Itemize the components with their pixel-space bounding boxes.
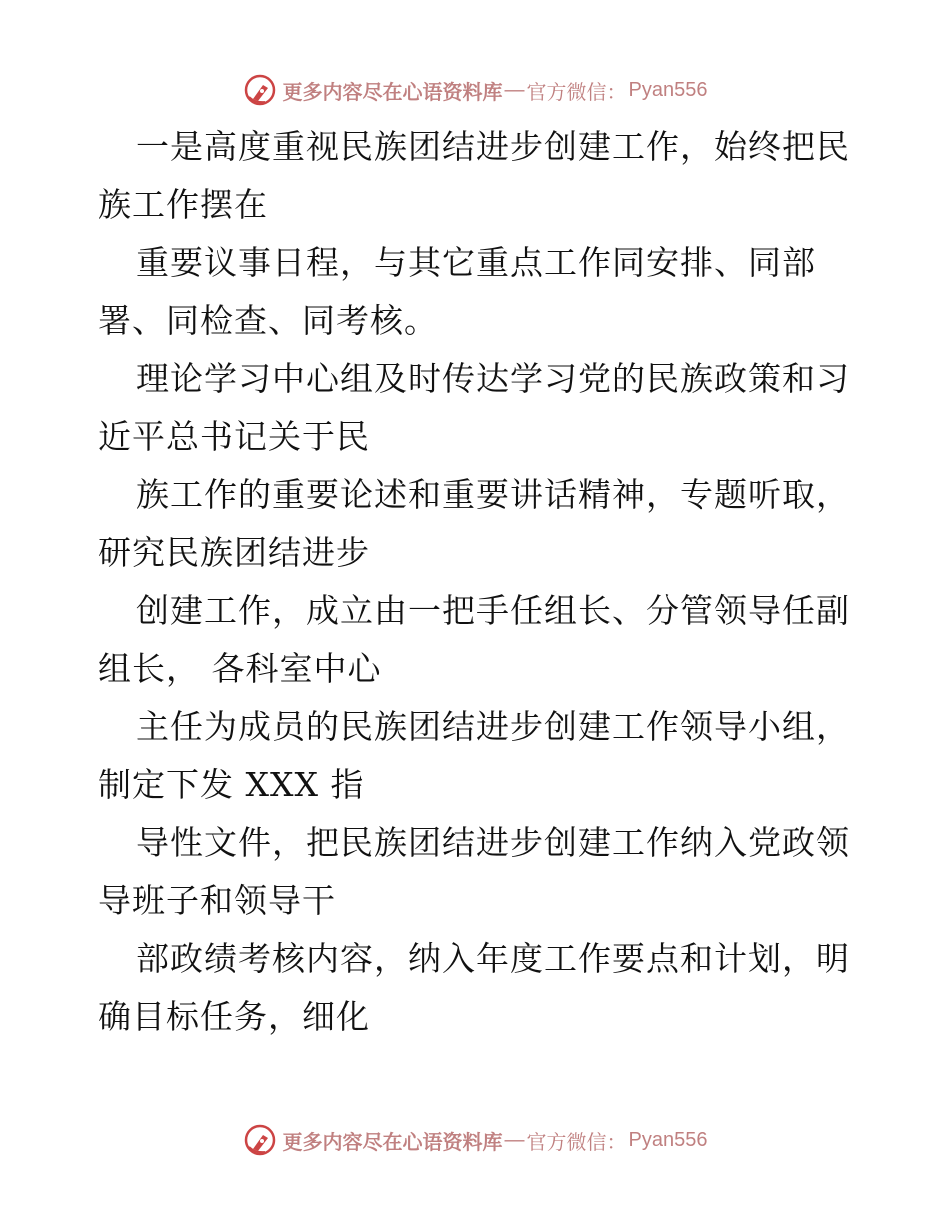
banner-separator: — xyxy=(504,78,525,101)
text-line: 族工作的重要论述和重要讲话精神，专题听取， xyxy=(136,475,850,514)
banner-sub-text: 官方微信： xyxy=(526,81,627,104)
banner-wechat-id: Pyan556 xyxy=(628,1128,708,1151)
paragraph xyxy=(98,930,858,1046)
text-line: 创建工作，成立由一把手任组长、分管领导任副 xyxy=(136,591,850,630)
text-line: 制定下发 XXX 指 xyxy=(98,765,365,804)
text-line: 导性文件，把民族团结进步创建工作纳入党政领 xyxy=(136,823,850,862)
banner-main-text: 更多内容尽在心语资料库 xyxy=(282,79,503,104)
paragraph xyxy=(98,698,858,814)
banner-separator: — xyxy=(504,1128,525,1151)
text-line: 一是高度重视民族团结进步创建工作，始终把民 xyxy=(136,127,850,166)
header-banner xyxy=(0,70,950,110)
pen-nib-circle-logo-icon xyxy=(243,73,277,107)
document-body xyxy=(98,118,858,1046)
text-line: 组长， 各科室中心 xyxy=(98,649,382,688)
paragraph xyxy=(98,814,858,930)
paragraph xyxy=(98,118,858,234)
text-line: 部政绩考核内容，纳入年度工作要点和计划，明 xyxy=(136,939,850,978)
paragraph xyxy=(98,466,858,582)
text-line: 确目标任务，细化 xyxy=(98,997,370,1036)
banner-main-text: 更多内容尽在心语资料库 xyxy=(282,1129,503,1154)
text-line: 近平总书记关于民 xyxy=(98,417,370,456)
text-line: 族工作摆在 xyxy=(98,185,268,224)
banner-sub-text: 官方微信： xyxy=(526,1131,627,1154)
footer-banner xyxy=(0,1120,950,1160)
pen-nib-circle-logo-icon xyxy=(243,1123,277,1157)
text-line: 研究民族团结进步 xyxy=(98,533,370,572)
text-line: 署、同检查、同考核。 xyxy=(98,301,438,340)
text-line: 主任为成员的民族团结进步创建工作领导小组， xyxy=(136,707,850,746)
paragraph xyxy=(98,350,858,466)
text-line: 重要议事日程，与其它重点工作同安排、同部 xyxy=(136,243,816,282)
text-line: 理论学习中心组及时传达学习党的民族政策和习 xyxy=(136,359,850,398)
paragraph xyxy=(98,582,858,698)
banner-wechat-id: Pyan556 xyxy=(628,78,708,101)
text-line: 导班子和领导干 xyxy=(98,881,336,920)
paragraph xyxy=(98,234,858,350)
